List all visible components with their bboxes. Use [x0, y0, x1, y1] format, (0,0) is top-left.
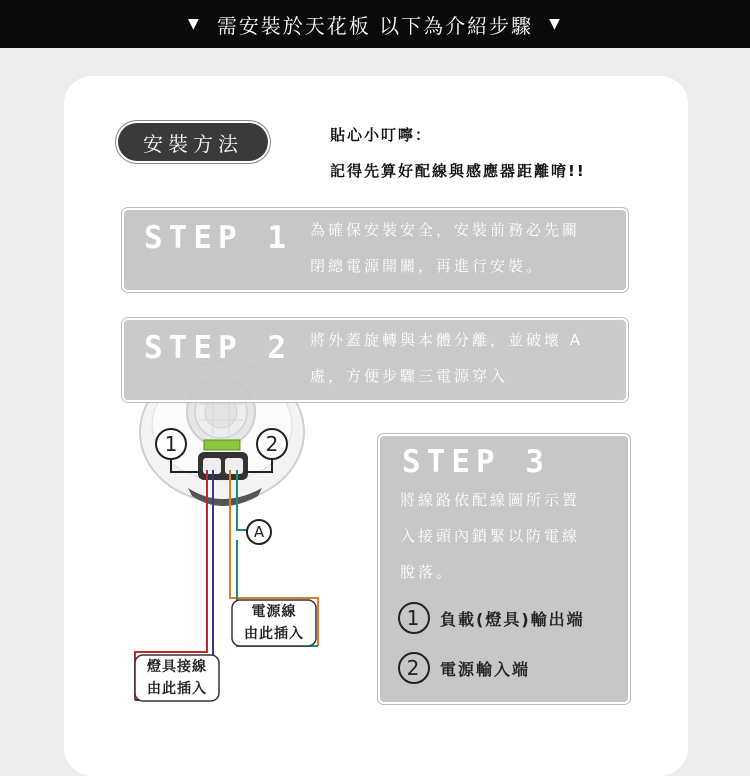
diagram-mark-1: 1 [155, 428, 187, 460]
terminal-text-load: 負載(燈具)輸出端 [440, 609, 585, 629]
diagram-mark-2: 2 [256, 428, 288, 460]
terminal-text-power: 電源輸入端 [440, 659, 531, 679]
terminal-mark-1: 1 [398, 602, 430, 634]
step-3-desc: 將線路依配線圖所示置 入接頭內鎖緊以防電線 脫落。 [400, 491, 581, 581]
step-2-desc: 將外蓋旋轉與本體分離，並破壞 A 處，方便步驟三電源穿入 [310, 331, 584, 385]
step-2-label: STEP 2 [144, 330, 292, 366]
terminal-item-load [398, 602, 585, 634]
terminal-item-power [398, 652, 530, 684]
step-1-desc: 為確保安裝安全，安裝前務必先關 閉總電源開關，再進行安裝。 [310, 221, 581, 275]
power-label: 電源線 由此插入 [244, 604, 304, 642]
triangle-down-icon: ▼ [188, 16, 201, 32]
header-title: 需安裝於天花板 以下為介紹步驟 [216, 13, 534, 38]
diagram-mark-a: A [246, 519, 272, 545]
step-3-label: STEP 3 [402, 444, 550, 480]
triangle-down-icon: ▼ [549, 16, 562, 32]
lamp-label: 燈具接線 由此插入 [147, 659, 207, 697]
terminal-mark-2: 2 [398, 652, 430, 684]
tip-title: 貼心小叮嚀： [330, 126, 433, 144]
tip-text: 記得先算好配線與感應器距離唷!! [330, 162, 586, 180]
step-1-label: STEP 1 [144, 220, 292, 256]
method-badge: 安裝方法 [118, 123, 268, 161]
